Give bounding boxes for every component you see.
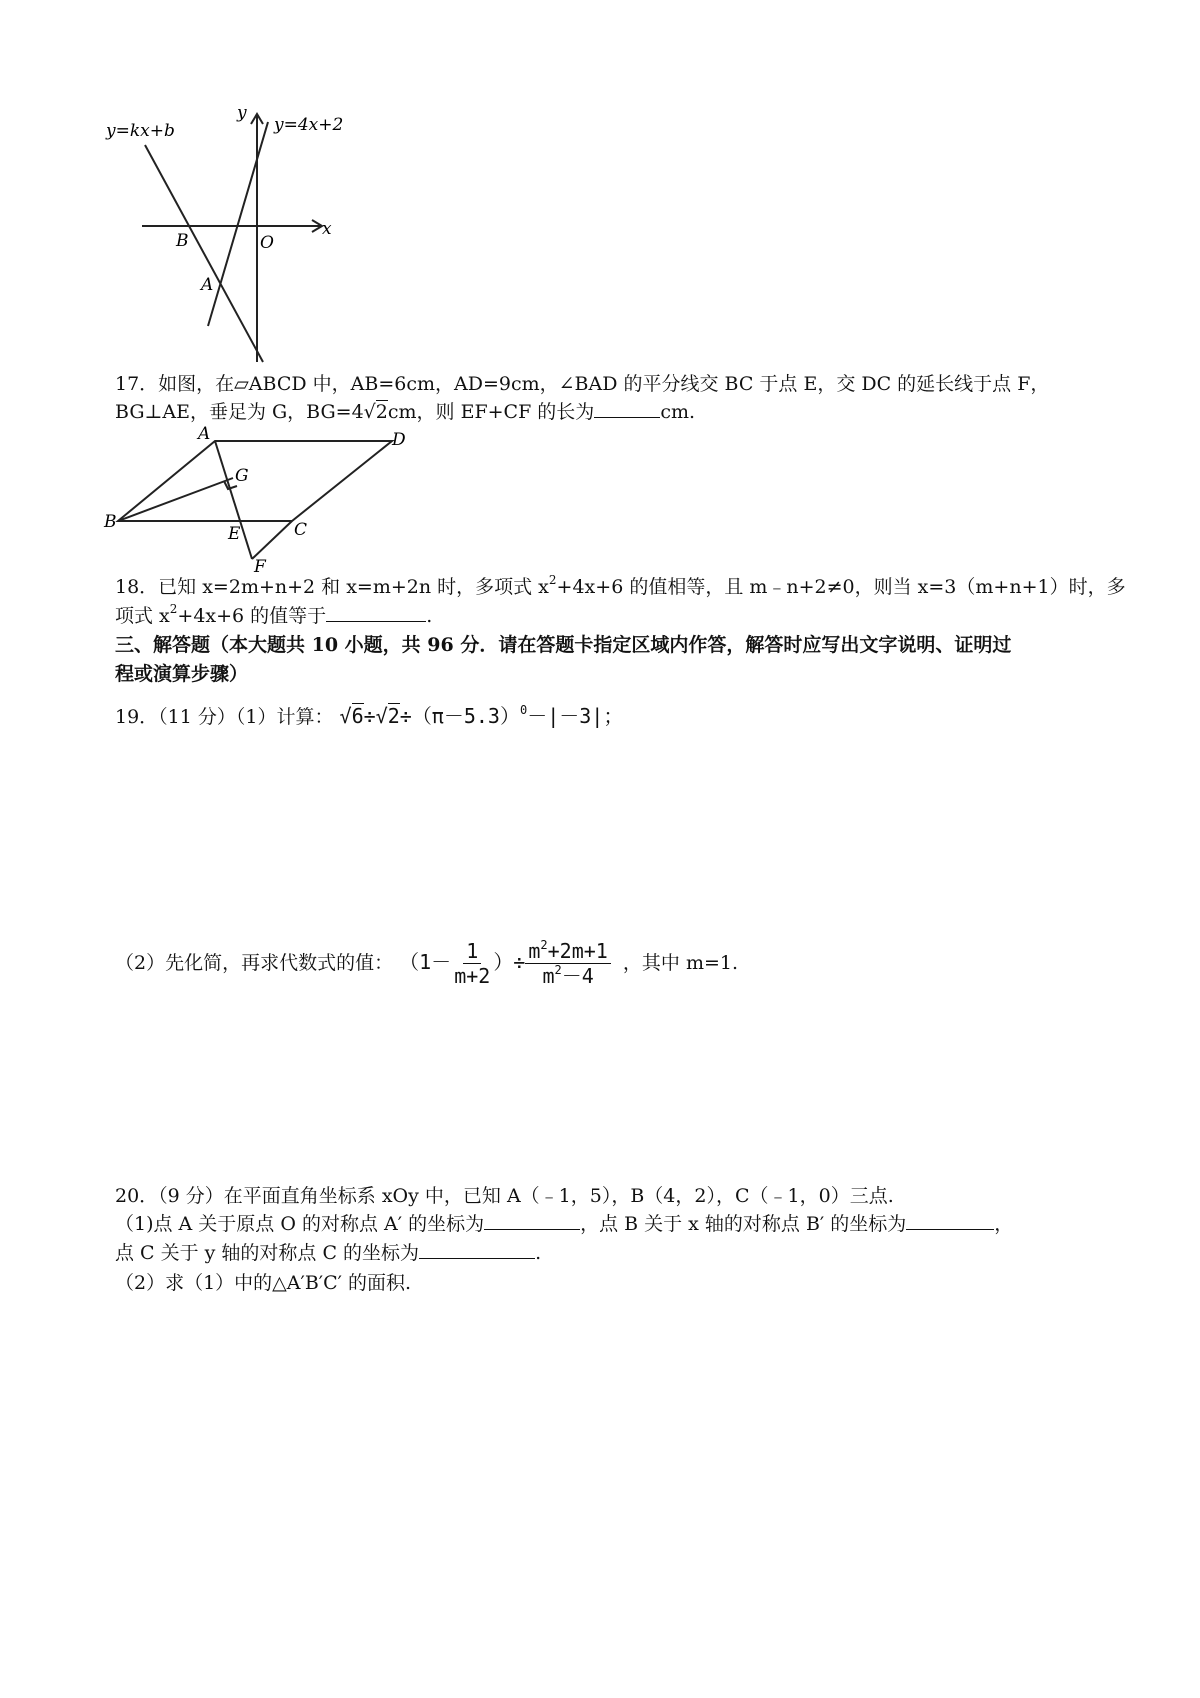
label-y-kx-b: y=kx+b — [106, 121, 175, 141]
fraction-1-over-m-plus-2 — [451, 939, 493, 988]
q18-line1 — [115, 574, 1126, 600]
sqrt-symbol: √ — [363, 401, 376, 423]
line-y-4x-2 — [208, 122, 268, 326]
q19-div2: ÷ — [399, 704, 412, 728]
q20-line1: 20．（9 分）在平面直角坐标系 xOy 中，已知 A（﹣1，5），B（4，2），C（﹣1，0）三点. — [115, 1185, 894, 1207]
q17-answer-blank[interactable] — [594, 399, 660, 418]
q19-div1: ÷ — [363, 704, 376, 728]
section3-heading-line1: 三、解答题（本大题共 10 小题，共 96 分．请在答题卡指定区域内作答，解答时应写出文字说明、证明过 — [115, 634, 1012, 656]
q18-line2-b: +4x+6 的值等于 — [177, 605, 327, 627]
q19-abs: |－3| — [547, 704, 604, 728]
segment-ef — [252, 521, 292, 559]
q17-line2-end: cm. — [660, 401, 696, 423]
label-e-17: E — [228, 524, 241, 544]
q20-line3-a: 点 C 关于 y 轴的对称点 C 的坐标为 — [115, 1242, 420, 1264]
label-y-4x-2: y=4x+2 — [274, 115, 344, 135]
q19-paren: （π－5.3） — [411, 704, 520, 728]
label-x: x — [322, 219, 332, 239]
parallelogram-abcd — [118, 441, 392, 521]
q19-sup0: 0 — [519, 703, 528, 717]
fraction-denominator: m+2 — [454, 964, 491, 988]
q20-line2-end: ， — [994, 1213, 1014, 1235]
fraction-numerator: 1 — [463, 939, 481, 964]
q19-sqrt2: 2 — [387, 704, 400, 728]
label-f-17: F — [254, 557, 266, 577]
q19-part2-label: （2）先化简，再求代数式的值： — [115, 952, 394, 974]
q19-p2-close: ）÷ — [493, 950, 526, 974]
label-g-17: G — [235, 466, 249, 486]
q18-line2-sup: 2 — [169, 602, 178, 616]
fraction-m-squared — [525, 939, 611, 988]
q17-sqrt-value: 2 — [375, 401, 388, 423]
q19-part2 — [115, 934, 738, 991]
q18-line1-b: +4x+6 的值相等，且 m﹣n+2≠0，则当 x=3（m+n+1）时，多 — [556, 576, 1126, 598]
q18-line2-end: . — [426, 605, 433, 627]
q19-p2-open: （1－ — [399, 950, 452, 974]
q20-blank-b-prime[interactable] — [906, 1211, 994, 1230]
q19-expression — [340, 704, 624, 728]
label-a-17: A — [198, 425, 211, 444]
q19-minus: － — [527, 704, 548, 728]
sqrt-symbol: √ — [339, 704, 352, 728]
q19-part1 — [115, 703, 623, 730]
q20-line3-end: . — [535, 1242, 542, 1264]
q20-blank-a-prime[interactable] — [484, 1211, 580, 1230]
q20-line3 — [115, 1240, 541, 1266]
q17-line2 — [115, 399, 695, 425]
q17-line2-pre: BG⊥AE，垂足为 G，BG=4 — [115, 401, 364, 423]
q19-sqrt6: 6 — [351, 704, 364, 728]
q19-part2-expression — [399, 938, 623, 988]
label-y: y — [237, 103, 247, 123]
figure-q17-parallelogram — [100, 425, 420, 580]
label-b: B — [176, 231, 189, 251]
line-y-kx-b — [145, 145, 263, 362]
q18-line2 — [115, 603, 432, 629]
label-b-17: B — [104, 512, 117, 532]
label-c-17: C — [294, 520, 308, 540]
q17-line2-post: cm，则 EF+CF 的长为 — [387, 401, 595, 423]
q20-line2-b: ，点 B 关于 x 轴的对称点 B′ 的坐标为 — [580, 1213, 907, 1235]
q18-line2-a: 项式 x — [115, 605, 170, 627]
fraction-numerator: $m^2+2m+1$ — [525, 939, 611, 964]
label-a: A — [201, 275, 214, 295]
q20-line2-a: （1)点 A 关于原点 O 的对称点 A′ 的坐标为 — [115, 1213, 485, 1235]
figure-q16-graph — [100, 100, 360, 370]
fraction-denominator: $m^2-4$ — [542, 963, 594, 988]
label-d-17: D — [392, 430, 406, 450]
q18-answer-blank[interactable] — [326, 603, 426, 622]
label-origin: O — [260, 233, 274, 253]
q19-end: ； — [603, 704, 624, 728]
q18-line1-a: 18．已知 x=2m+n+2 和 x=m+2n 时，多项式 x — [115, 576, 549, 598]
section3-heading-line2: 程或演算步骤） — [115, 663, 249, 685]
q17-line1: 17．如图，在▱ABCD 中，AB=6cm，AD=9cm，∠BAD 的平分线交 BC 于点 E，交 DC 的延长线于点 F， — [115, 373, 1050, 395]
q20-line4: （2）求（1）中的△A′B′C′ 的面积. — [115, 1272, 412, 1294]
segment-bg — [118, 478, 233, 521]
q20-line2 — [115, 1211, 1013, 1237]
q20-blank-c-prime[interactable] — [419, 1240, 535, 1259]
q18-line1-sup: 2 — [548, 573, 557, 587]
q19-p2-tail: ，其中 m=1. — [622, 952, 739, 974]
sqrt-symbol: √ — [375, 704, 388, 728]
q19-part1-label: 19．（11 分）（1）计算： — [115, 706, 334, 728]
